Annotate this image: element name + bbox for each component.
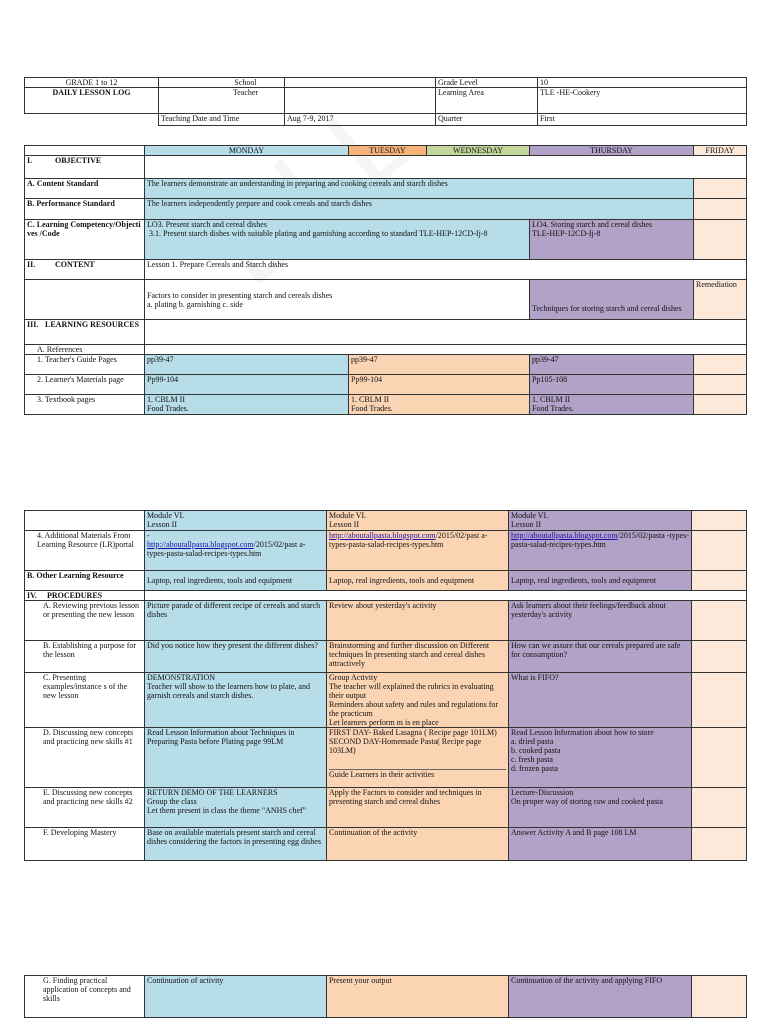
step-c-fri [692, 673, 747, 728]
resources-heading: III. LEARNING RESOURCES [25, 320, 145, 345]
tg-tue: pp39-47 [349, 355, 530, 375]
factors-cell: Factors to consider in presenting starch and cereals dishes a. plating b. garnishing c. side [145, 280, 530, 320]
content-standard-fri [694, 179, 747, 199]
lm-fri [694, 375, 747, 395]
objective-blank [145, 156, 747, 179]
step-e-label: E. Discussing new concepts and practicing new skills #2 [25, 788, 145, 828]
step-a-tue: Review about yesterday's activity [327, 601, 509, 641]
tb-tue: 1. CBLM II Food Trades. [349, 395, 530, 415]
teacher-value [285, 88, 436, 114]
learning-area-label: Learning Area [436, 88, 538, 114]
module-fri [692, 511, 747, 531]
module-blank [25, 511, 145, 531]
step-b-mon: Did you notice how they present the different dishes? [145, 641, 327, 673]
references-label: A. References [25, 345, 145, 355]
step-g-label: G. Finding practical application of concepts and skills [25, 976, 145, 1018]
step-b-fri [692, 641, 747, 673]
step-f-thu: Answer Activity A and B page 108 LM [509, 828, 692, 861]
content-heading: II. CONTENT [25, 260, 145, 280]
lm-label: 2. Learner's Materials page [25, 375, 145, 395]
quarter-value: First [538, 114, 747, 126]
step-d-label: D. Discussing new concepts and practicing new skills #1 [25, 728, 145, 788]
step-g-tue: Present your output [327, 976, 509, 1018]
objective-heading: I. OBJECTIVE [25, 156, 145, 179]
school-label: School [159, 78, 285, 88]
days-blank [25, 146, 145, 156]
lm-tue: Pp99-104 [349, 375, 530, 395]
step-e-mon: RETURN DEMO OF THE LEARNERS Group the class Let them present in class the theme "ANHS chef" [145, 788, 327, 828]
additional-fri [692, 531, 747, 571]
performance-label: B. Performance Standard [25, 199, 145, 220]
grade-level-value: 10 [538, 78, 747, 88]
competency-thu: LO4. Storing starch and cereal dishes TLE-HEP-12CD-Ij-8 [530, 220, 694, 260]
school-value [285, 78, 436, 88]
competency-mon: LO3. Present starch and cereal dishes 3.1. Present starch dishes with suitable plating and garnishing according to standard TLE-HEP-12CD-Ij-8 [145, 220, 530, 260]
day-wednesday: WEDNESDAY [427, 146, 530, 156]
log-title: DAILY LESSON LOG [25, 88, 159, 114]
quarter-label: Quarter [436, 114, 538, 126]
additional-tue: http://aboutallpasta.blogspot.com/2015/02/past a-types-pasta-salad-recipes-types.htm [327, 531, 509, 571]
step-f-fri [692, 828, 747, 861]
other-resource-mon: Laptop, real ingredients, tools and equipment [145, 571, 327, 591]
factors-blank [25, 280, 145, 320]
procedures-blank [145, 591, 747, 601]
step-c-mon: DEMONSTRATION Teacher will show to the learners how to plate, and garnish cereals and starch dishes. [145, 673, 327, 728]
step-b-label: B. Establishing a purpose for the lesson [25, 641, 145, 673]
step-e-fri [692, 788, 747, 828]
additional-mon: - http://aboutallpasta.blogspot.com/2015/02/past a-types-pasta-salad-recipes-types.htm [145, 531, 327, 571]
module-tue: Module VI. Lesson II [327, 511, 509, 531]
remediation-cell: Remediation [694, 280, 747, 320]
competency-fri [694, 220, 747, 260]
grade-label: GRADE 1 to 12 [25, 78, 159, 88]
day-thursday: THURSDAY [530, 146, 694, 156]
procedures-heading: IV. PROCEDURES [25, 591, 145, 601]
content-value: Lesson 1. Prepare Cereals and Starch dishes [145, 260, 747, 280]
step-f-mon: Base on available materials present starch and cereal dishes considering the factors in presenting egg dishes [145, 828, 327, 861]
step-d-mon: Read Lesson Information about Techniques in Preparing Pasta before Plating page 99LM [145, 728, 327, 788]
content-standard-value: The learners demonstrate an understanding in preparing and cooking cereals and starch dishes [145, 179, 694, 199]
step-g-thu: Continuation of the activity and applying FIFO [509, 976, 692, 1018]
step-a-thu: Ask learners about their feelings/feedback about yesterday's activity [509, 601, 692, 641]
step-f-label: F. Developing Mastery [25, 828, 145, 861]
tg-label: 1. Teacher's Guide Pages [25, 355, 145, 375]
header-table [24, 77, 747, 126]
step-b-tue: Brainstorming and further discussion on Different techniques In presenting starch and cereal dishes attractively [327, 641, 509, 673]
lesson-table-1 [24, 145, 747, 415]
tg-thu: pp39-47 [530, 355, 694, 375]
lm-thu: Pp105-108 [530, 375, 694, 395]
performance-value: The learners independently prepare and cook cereals and starch dishes [145, 199, 694, 220]
grade-level-label: Grade Level [436, 78, 538, 88]
step-c-thu: What is FIFO? [509, 673, 692, 728]
lesson-table-2 [24, 510, 747, 861]
content-standard-label: A. Content Standard [25, 179, 145, 199]
tb-thu: 1. CBLM II Food Trades. [530, 395, 694, 415]
other-resource-thu: Laptop, real ingredients, tools and equipment [509, 571, 692, 591]
step-d-tue: FIRST DAY- Baked Lasagna ( Recipe page 101LM) SECOND DAY-Homemade Pasta( Recipe page 103LM) Guide Learners in their activities [327, 728, 509, 788]
other-resource-tue: Laptop, real ingredients, tools and equipment [327, 571, 509, 591]
lesson-table-3 [24, 975, 747, 1018]
step-g-mon: Continuation of activity [145, 976, 327, 1018]
additional-thu: http://aboutallpasta.blogspot.com/2015/02/pasta -types-pasta-salad-recipes-types.htm [509, 531, 692, 571]
step-c-tue: Group Activity The teacher will explained the rubrics in evaluating their output Reminders about safety and rules and regulations for the practicum Let learners perform m is en place [327, 673, 509, 728]
tg-fri [694, 355, 747, 375]
step-g-fri [692, 976, 747, 1018]
day-monday: MONDAY [145, 146, 349, 156]
tb-fri [694, 395, 747, 415]
date-value: Aug 7-9, 2017 [285, 114, 436, 126]
resources-blank [145, 320, 747, 345]
step-a-fri [692, 601, 747, 641]
step-b-thu: How can we assure that our cereals prepared are safe for consumption? [509, 641, 692, 673]
pasta-link-mon[interactable]: http://aboutallpasta.blogspot.com [147, 540, 254, 549]
other-resource-label: B. Other Learning Resource [25, 571, 145, 591]
step-a-mon: Picture parade of different recipe of cereals and starch dishes [145, 601, 327, 641]
learning-area-value: TLE -HE-Cookery [538, 88, 747, 114]
tb-label: 3. Textbook pages [25, 395, 145, 415]
step-e-thu: Lecture-Discussion On proper way of storing raw and cooked pasta [509, 788, 692, 828]
performance-fri [694, 199, 747, 220]
step-e-tue: Apply the Factors to consider and techniques in presenting starch and cereal dishes [327, 788, 509, 828]
step-c-label: C. Presenting examples/instance s of the new lesson [25, 673, 145, 728]
pasta-link-tue[interactable]: http://aboutallpasta.blogspot.com [329, 531, 436, 540]
step-f-tue: Continuation of the activity [327, 828, 509, 861]
day-friday: FRIDAY [694, 146, 747, 156]
lm-mon: Pp99-104 [145, 375, 349, 395]
date-label: Teaching Date and Time [159, 114, 285, 126]
additional-label: 4. Additional Materials From Learning Resource (LR)portal [25, 531, 145, 571]
module-mon: Module VI. Lesson II [145, 511, 327, 531]
techniques-cell: Techniques for storing starch and cereal dishes [530, 280, 694, 320]
module-thu: Module VI. Lesson II [509, 511, 692, 531]
step-d-fri [692, 728, 747, 788]
step-d-thu: Read Lesson Information about how to store a. dried pasta b. cooked pasta c. fresh pasta d. frozen pasta [509, 728, 692, 788]
pasta-link-thu[interactable]: http://aboutallpasta.blogspot.com [511, 531, 618, 540]
step-a-label: A. Reviewing previous lesson or presenting the new lesson [25, 601, 145, 641]
tg-mon: pp39-47 [145, 355, 349, 375]
teacher-label: Teacher [159, 88, 285, 114]
header-blank [25, 114, 159, 126]
references-blank [145, 345, 747, 355]
tb-mon: 1. CBLM II Food Trades. [145, 395, 349, 415]
other-resource-fri [692, 571, 747, 591]
competency-label: C. Learning Competency/Objecti ves /Code [25, 220, 145, 260]
day-tuesday: TUESDAY [349, 146, 427, 156]
